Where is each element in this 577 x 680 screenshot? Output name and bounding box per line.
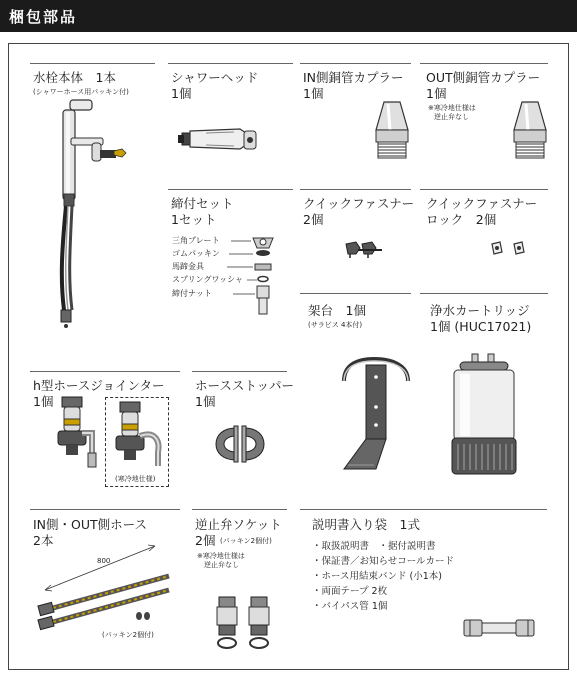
divider — [300, 189, 411, 190]
in-coupler-qty: 1個 — [303, 86, 324, 101]
quick-lock-icon — [488, 238, 530, 258]
hoses-packing-label: (パッキン2個付) — [102, 631, 154, 639]
manual-item-5: ・バイパス管 1個 — [312, 601, 388, 612]
divider — [192, 371, 287, 372]
divider — [300, 63, 411, 64]
in-coupler-title: IN側銅管カプラー — [303, 70, 404, 85]
socket-note-1: ※寒冷地仕様は — [197, 552, 245, 560]
divider — [168, 189, 293, 190]
manual-title: 説明書入り袋 1式 — [312, 517, 420, 532]
quick-title: クイックファスナー — [303, 196, 415, 211]
divider — [300, 293, 411, 294]
hose-stopper-title: ホースストッパー — [195, 378, 295, 393]
h-joint-qty: 1個 — [33, 394, 54, 409]
fastening-qty: 1セット — [171, 212, 217, 227]
fastening-title: 締付セット — [171, 196, 234, 211]
shower-head-icon — [176, 125, 266, 155]
shower-title: シャワーヘッド — [171, 70, 259, 85]
bypass-pipe-icon — [462, 614, 536, 642]
fastening-part-3: 馬蹄金具 — [172, 262, 204, 271]
out-coupler-icon — [508, 96, 553, 166]
quick-lock-title: クイックファスナー — [426, 196, 538, 211]
section-title: 梱包部品 — [9, 8, 78, 26]
out-coupler-qty: 1個 — [426, 86, 447, 101]
quick-lock-sub: ロック 2個 — [426, 212, 497, 227]
hose-length-label: 800 — [97, 557, 111, 565]
hoses-icon — [35, 540, 175, 640]
manual-item-2: ・保証書／お知らせコールカード — [312, 556, 455, 567]
fastening-part-1: 三角プレート — [172, 236, 220, 245]
h-joint-cold-icon — [112, 400, 172, 470]
divider — [420, 63, 548, 64]
hose-stopper-icon — [212, 422, 268, 466]
h-joint-title: h型ホースジョインター — [33, 378, 165, 393]
out-coupler-note-1: ※寒冷地仕様は — [428, 104, 476, 112]
shower-qty: 1個 — [171, 86, 192, 101]
h-joint-icon — [52, 393, 112, 483]
cold-spec-label: (寒冷地仕様) — [115, 475, 156, 483]
quick-fastener-icon — [342, 238, 390, 260]
manual-item-3: ・ホース用結束バンド (小1本) — [312, 571, 443, 582]
fastening-set-icon — [225, 230, 285, 320]
stand-note: (サラビス 4本付) — [308, 321, 363, 329]
out-coupler-title: OUT側銅管カプラー — [426, 70, 541, 85]
fastening-part-2: ゴムパッキン — [172, 249, 220, 258]
cartridge-title: 浄水カートリッジ — [430, 303, 530, 318]
cartridge-qty: 1個 (HUC17021) — [430, 319, 532, 334]
water-cartridge-icon — [450, 352, 520, 482]
faucet-title: 水栓本体 1本 — [33, 70, 116, 85]
divider — [192, 509, 287, 510]
section-header — [0, 0, 577, 32]
divider — [30, 371, 180, 372]
faucet-body-icon — [30, 98, 130, 328]
manual-item-1: ・取扱説明書 ・据付説明書 — [312, 541, 436, 552]
hoses-title: IN側・OUT側ホース — [33, 517, 148, 532]
divider — [420, 293, 548, 294]
divider — [420, 189, 548, 190]
divider — [300, 509, 547, 510]
in-coupler-icon — [370, 96, 415, 166]
hoses-qty: 2本 — [33, 533, 54, 548]
faucet-note: (シャワーホース用パッキン付) — [33, 88, 129, 96]
fastening-part-5: 締付ナット — [172, 289, 212, 298]
socket-title: 逆止弁ソケット — [195, 517, 282, 532]
divider — [30, 509, 180, 510]
check-valve-socket-icon — [213, 595, 275, 651]
socket-qty-note: (パッキン2個付) — [220, 537, 272, 545]
divider — [30, 63, 155, 64]
socket-note-2: 逆止弁なし — [204, 561, 239, 569]
out-coupler-note-2: 逆止弁なし — [434, 113, 469, 121]
hose-stopper-qty: 1個 — [195, 394, 216, 409]
stand-title: 架台 1個 — [308, 303, 366, 318]
divider — [168, 63, 293, 64]
manual-item-4: ・両面テープ 2枚 — [312, 586, 388, 597]
quick-qty: 2個 — [303, 212, 324, 227]
socket-qty: 2個 — [195, 533, 216, 548]
fastening-part-4: スプリングワッシャ — [172, 275, 243, 284]
stand-icon — [338, 355, 416, 475]
